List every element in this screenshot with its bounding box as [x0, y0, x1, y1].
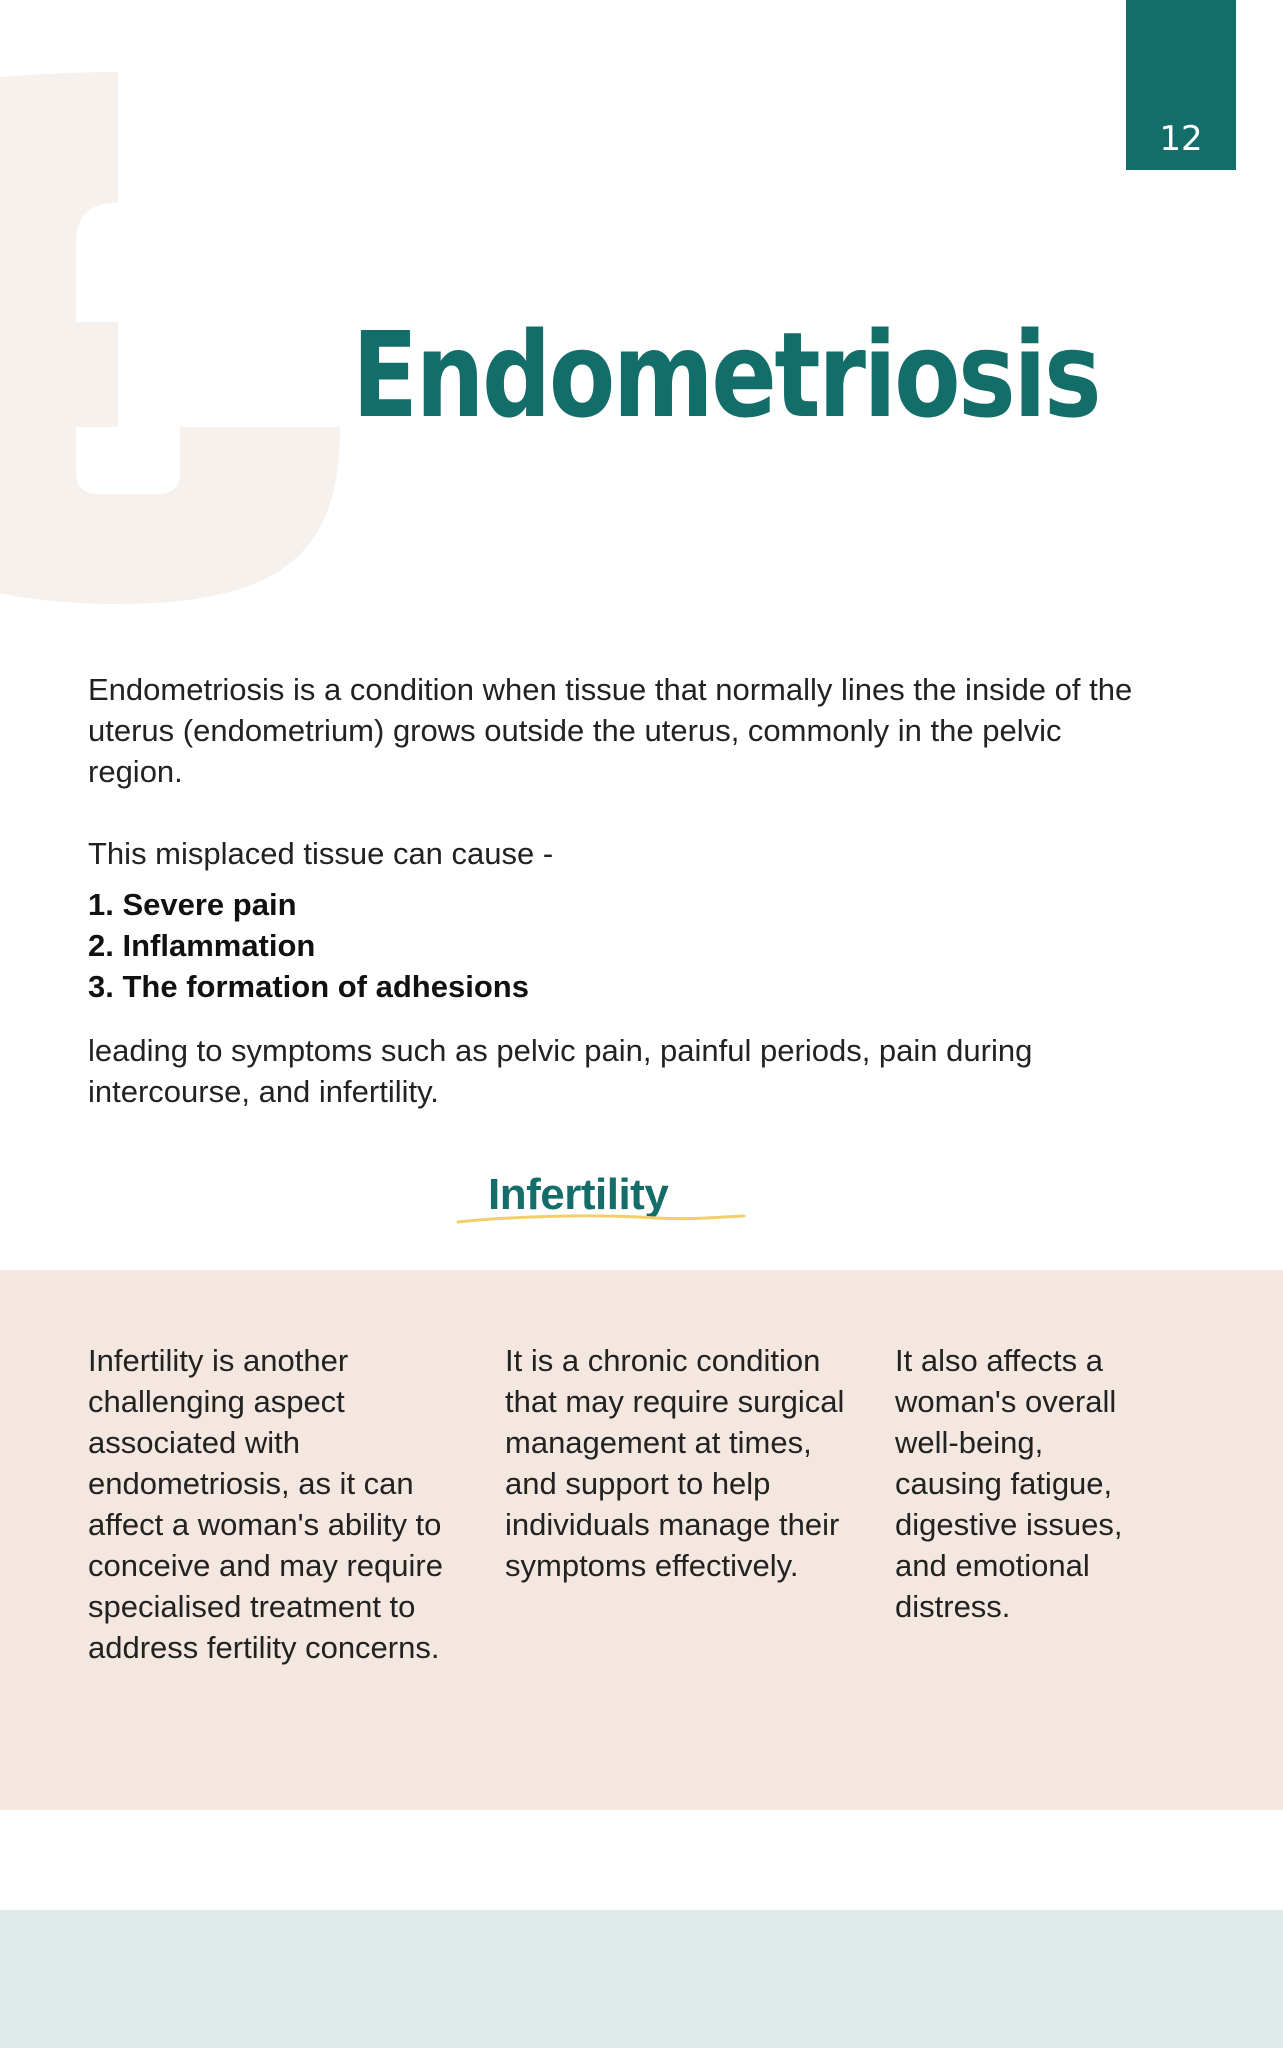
causes-lead-in: This misplaced tissue can cause -	[88, 836, 554, 871]
section-title: Infertility	[488, 1170, 669, 1219]
causes-list	[88, 884, 529, 1007]
cause-item: 2. Inflammation	[88, 928, 316, 963]
footer-band	[0, 1910, 1283, 2048]
heading-underline	[456, 1208, 746, 1228]
symptoms-paragraph: leading to symptoms such as pelvic pain, painful periods, pain during intercourse, and infertility.	[88, 1033, 1033, 1109]
info-column-1: Infertility is another challenging aspect associated with endometriosis, as it can affect a woman's ability to conceive and may require specialised treatment to address fertility concerns.	[88, 1343, 443, 1665]
cause-item: 1. Severe pain	[88, 887, 297, 922]
intro-paragraph: Endometriosis is a condition when tissue that normally lines the inside of the uterus (endometrium) grows outside the uterus, commonly in the pelvic region.	[88, 672, 1133, 789]
infertility-info-band	[0, 1270, 1283, 1810]
page-number-tab	[1126, 0, 1236, 170]
page-title: Endometriosis	[352, 306, 1100, 444]
info-column-2: It is a chronic condition that may require surgical management at times, and support to help individuals manage their symptoms effectively.	[505, 1343, 845, 1583]
decorative-letter-e	[0, 72, 400, 612]
page-number: 12	[1159, 119, 1203, 159]
cause-item: 3. The formation of adhesions	[88, 969, 529, 1004]
infertility-heading	[456, 1162, 746, 1232]
info-column-3: It also affects a woman's overall well-being, causing fatigue, digestive issues, and emotional distress.	[895, 1343, 1123, 1624]
